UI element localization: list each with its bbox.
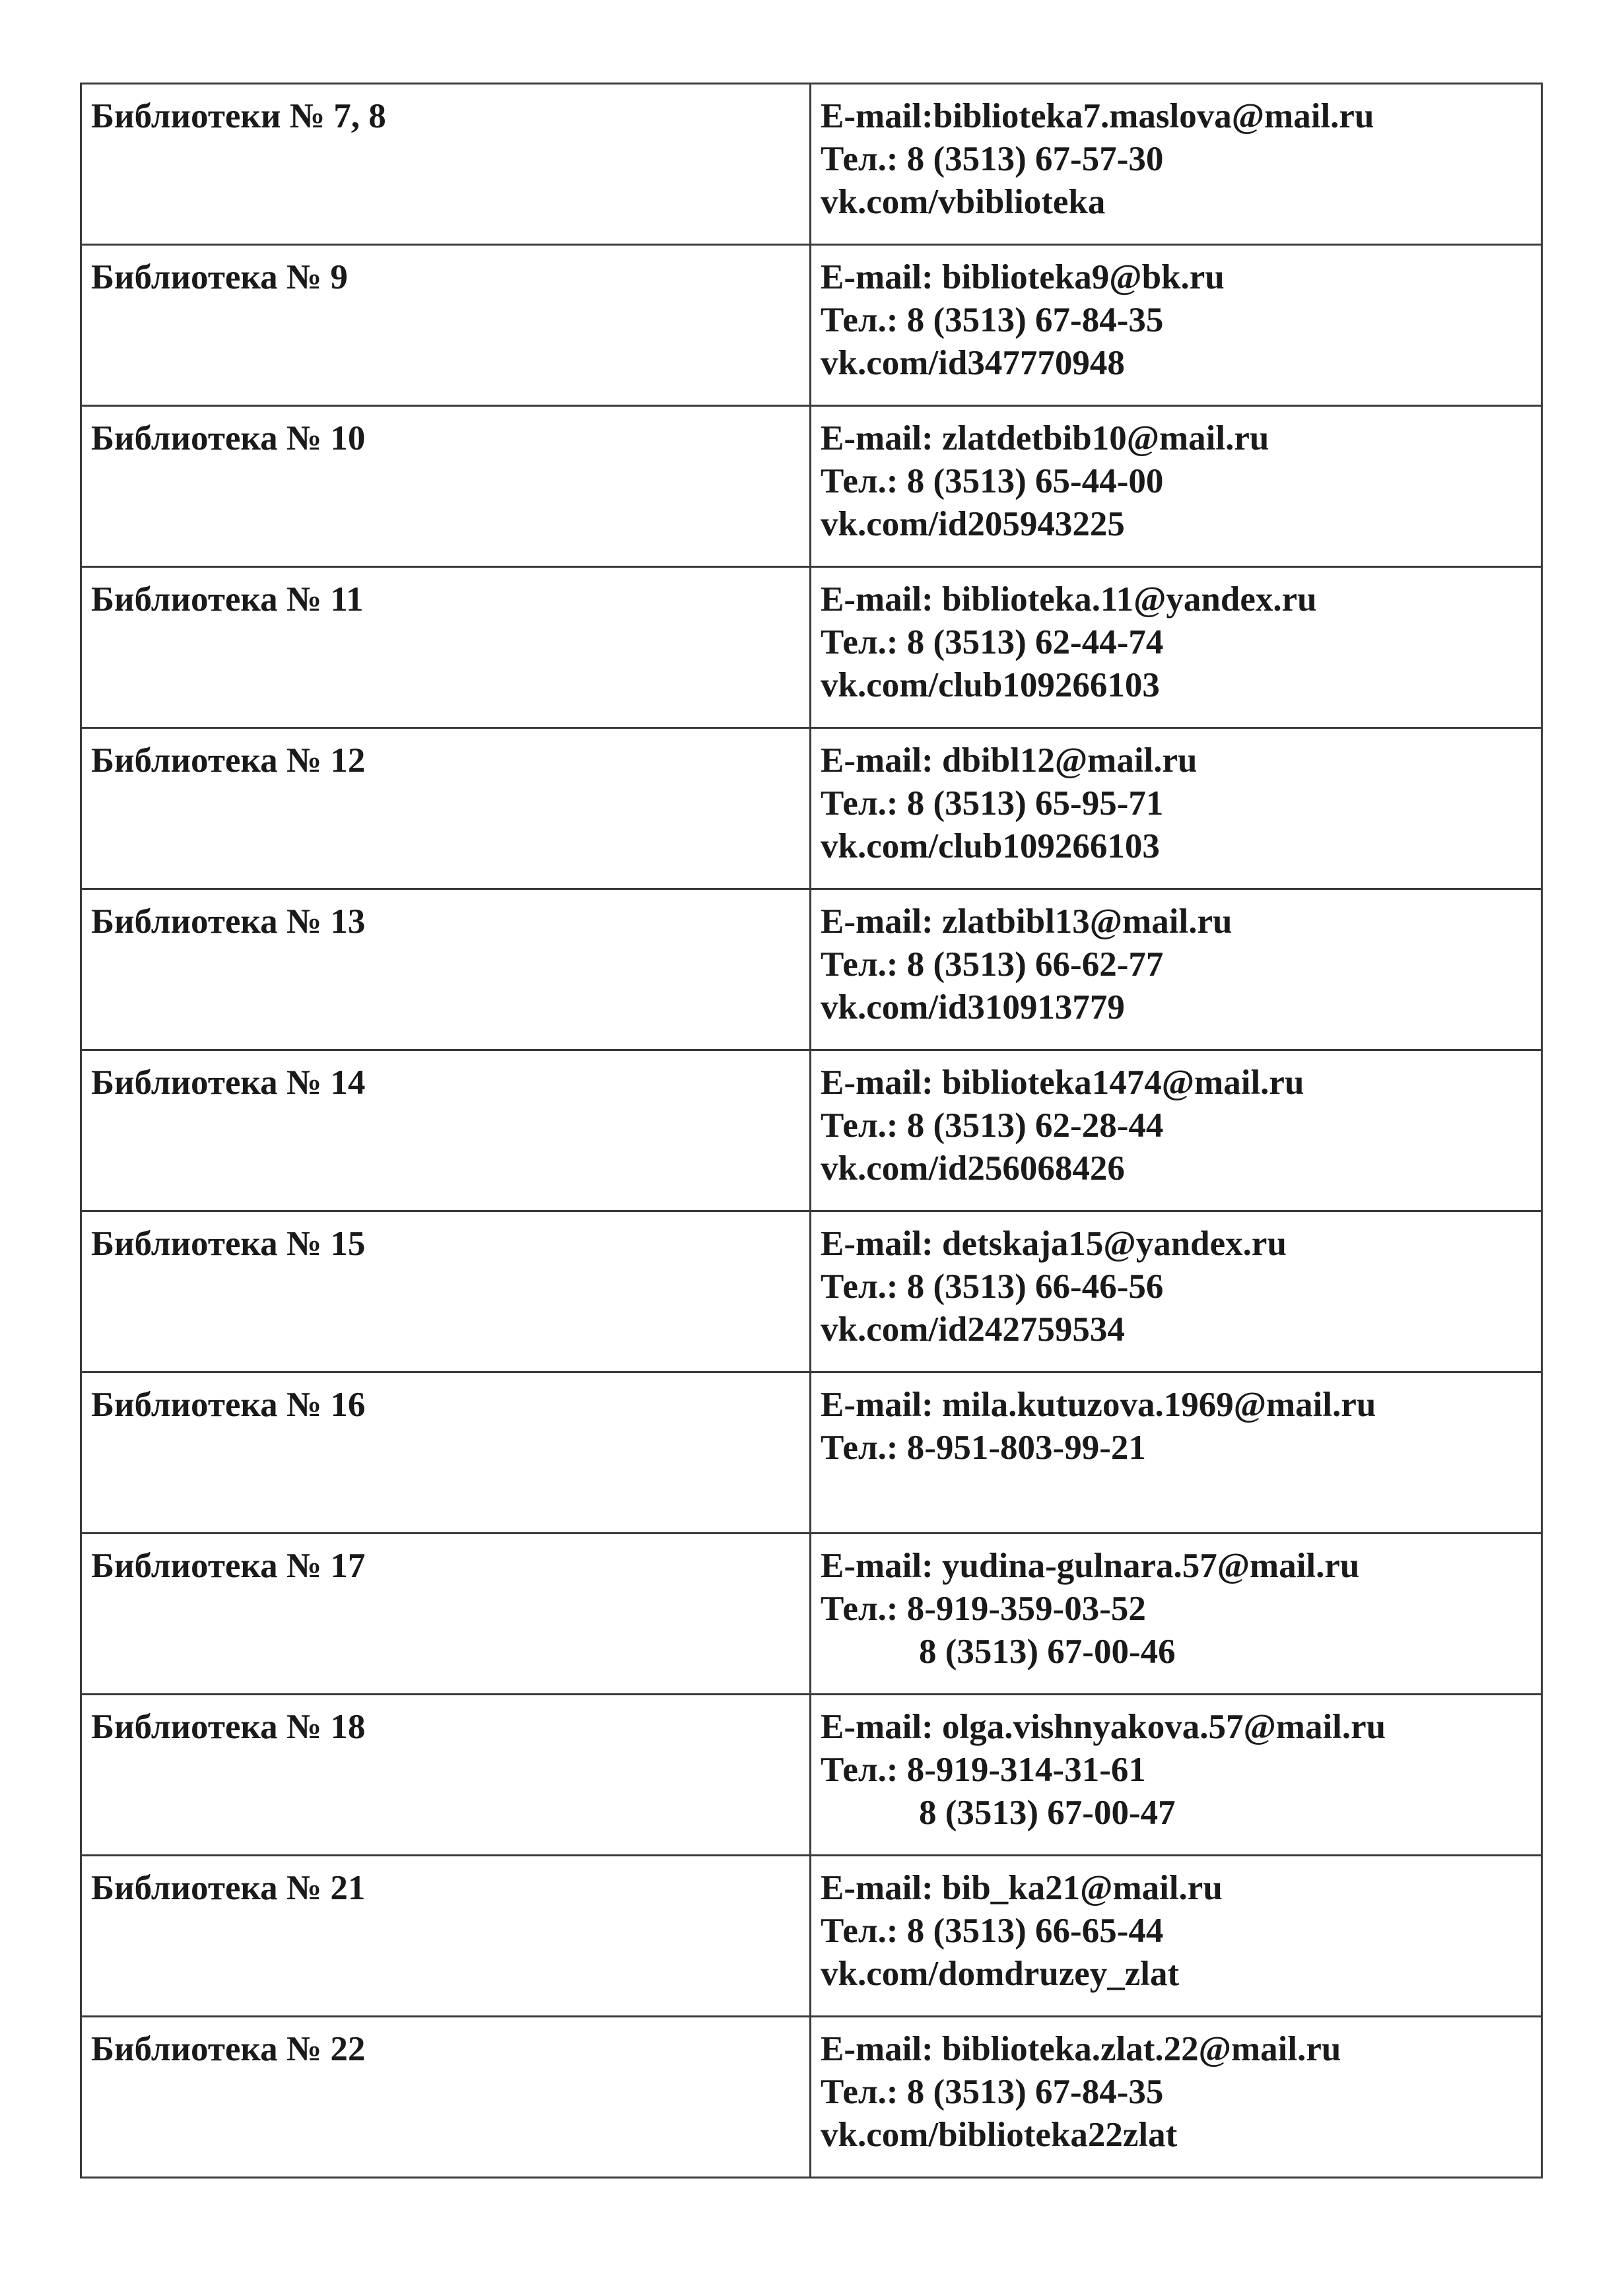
email-text: E-mail: detskaja15@yandex.ru bbox=[821, 1225, 1287, 1263]
library-name-cell bbox=[81, 567, 811, 728]
library-contact-cell bbox=[811, 406, 1542, 567]
phone-text-secondary: 8 (3513) 67-00-47 bbox=[919, 1794, 1176, 1832]
library-name-cell bbox=[81, 1050, 811, 1211]
vk-link-text: vk.com/club109266103 bbox=[821, 666, 1160, 704]
email-text: E-mail: olga.vishnyakova.57@mail.ru bbox=[821, 1708, 1386, 1746]
library-name-cell bbox=[81, 84, 811, 245]
library-name: Библиотека № 17 bbox=[91, 1547, 366, 1585]
library-contact-cell bbox=[811, 889, 1542, 1050]
email-text: E-mail: zlatbibl13@mail.ru bbox=[821, 902, 1232, 941]
library-contact-cell bbox=[811, 1534, 1542, 1695]
library-contact-cell bbox=[811, 245, 1542, 406]
table-row bbox=[81, 1372, 1542, 1534]
phone-text: Тел.: 8 (3513) 66-46-56 bbox=[821, 1267, 1164, 1306]
email-text: E-mail: biblioteka.11@yandex.ru bbox=[821, 580, 1317, 619]
table-row bbox=[81, 406, 1542, 567]
email-text: E-mail:biblioteka7.maslova@mail.ru bbox=[821, 97, 1374, 135]
vk-link-text: vk.com/domdruzey_zlat bbox=[821, 1955, 1180, 1993]
table-row bbox=[81, 1695, 1542, 1856]
email-text: E-mail: yudina-gulnara.57@mail.ru bbox=[821, 1547, 1360, 1585]
library-name: Библиотека № 10 bbox=[91, 419, 366, 457]
library-name-cell bbox=[81, 406, 811, 567]
library-name: Библиотека № 14 bbox=[91, 1064, 366, 1102]
phone-text: Тел.: 8 (3513) 66-62-77 bbox=[821, 945, 1164, 984]
phone-text: Тел.: 8 (3513) 67-57-30 bbox=[821, 140, 1164, 178]
phone-text: Тел.: 8-919-314-31-61 bbox=[821, 1751, 1146, 1789]
phone-text: Тел.: 8-951-803-99-21 bbox=[821, 1429, 1146, 1467]
phone-text: Тел.: 8 (3513) 65-44-00 bbox=[821, 462, 1164, 500]
email-text: E-mail: biblioteka.zlat.22@mail.ru bbox=[821, 2030, 1341, 2068]
library-contact-cell bbox=[811, 1856, 1542, 2017]
vk-link-text: vk.com/biblioteka22zlat bbox=[821, 2116, 1178, 2154]
vk-link-text: vk.com/id242759534 bbox=[821, 1310, 1125, 1349]
table-row bbox=[81, 2017, 1542, 2178]
library-name-cell bbox=[81, 728, 811, 889]
table-row bbox=[81, 567, 1542, 728]
table-row bbox=[81, 1050, 1542, 1211]
phone-text: Тел.: 8 (3513) 67-84-35 bbox=[821, 301, 1164, 339]
library-name: Библиотека № 15 bbox=[91, 1225, 366, 1263]
library-contact-cell bbox=[811, 2017, 1542, 2178]
library-name-cell bbox=[81, 1856, 811, 2017]
table-row bbox=[81, 84, 1542, 245]
table-row bbox=[81, 728, 1542, 889]
vk-link-text: vk.com/id310913779 bbox=[821, 988, 1125, 1027]
vk-link-text: vk.com/id347770948 bbox=[821, 344, 1125, 382]
library-name: Библиотека № 9 bbox=[91, 258, 348, 296]
email-text: E-mail: biblioteka9@bk.ru bbox=[821, 258, 1225, 296]
table-row bbox=[81, 1534, 1542, 1695]
vk-link-text: vk.com/id205943225 bbox=[821, 505, 1125, 543]
phone-text: Тел.: 8 (3513) 66-65-44 bbox=[821, 1912, 1164, 1950]
email-text: E-mail: mila.kutuzova.1969@mail.ru bbox=[821, 1386, 1376, 1424]
library-contact-cell bbox=[811, 1050, 1542, 1211]
library-name: Библиотека № 13 bbox=[91, 902, 366, 941]
library-contact-cell bbox=[811, 567, 1542, 728]
phone-text: Тел.: 8 (3513) 62-44-74 bbox=[821, 623, 1164, 661]
library-name: Библиотека № 22 bbox=[91, 2030, 366, 2068]
library-name: Библиотека № 12 bbox=[91, 741, 366, 780]
library-name-cell bbox=[81, 889, 811, 1050]
table-row bbox=[81, 1211, 1542, 1372]
library-contact-cell bbox=[811, 1372, 1542, 1534]
email-text: E-mail: dbibl12@mail.ru bbox=[821, 741, 1198, 780]
email-text: E-mail: zlatdetbib10@mail.ru bbox=[821, 419, 1269, 457]
phone-text: Тел.: 8 (3513) 65-95-71 bbox=[821, 784, 1164, 823]
table-row bbox=[81, 1856, 1542, 2017]
library-name-cell bbox=[81, 1534, 811, 1695]
vk-link-text: vk.com/vbiblioteka bbox=[821, 183, 1106, 221]
library-contact-cell bbox=[811, 728, 1542, 889]
table-row bbox=[81, 245, 1542, 406]
phone-text: Тел.: 8 (3513) 62-28-44 bbox=[821, 1106, 1164, 1145]
library-name: Библиотеки № 7, 8 bbox=[91, 97, 386, 135]
table-row bbox=[81, 889, 1542, 1050]
email-text: E-mail: bib_ka21@mail.ru bbox=[821, 1869, 1223, 1907]
library-name: Библиотека № 16 bbox=[91, 1386, 366, 1424]
library-name: Библиотека № 18 bbox=[91, 1708, 366, 1746]
vk-link-text: vk.com/club109266103 bbox=[821, 827, 1160, 865]
library-name-cell bbox=[81, 245, 811, 406]
phone-text: Тел.: 8-919-359-03-52 bbox=[821, 1590, 1146, 1628]
vk-link-text: vk.com/id256068426 bbox=[821, 1149, 1125, 1188]
library-contacts-table bbox=[80, 83, 1543, 2178]
library-name: Библиотека № 11 bbox=[91, 580, 364, 619]
library-name-cell bbox=[81, 1695, 811, 1856]
email-text: E-mail: biblioteka1474@mail.ru bbox=[821, 1064, 1304, 1102]
library-contact-cell bbox=[811, 1211, 1542, 1372]
library-contact-cell bbox=[811, 84, 1542, 245]
phone-text-secondary: 8 (3513) 67-00-46 bbox=[919, 1633, 1176, 1671]
library-name-cell bbox=[81, 2017, 811, 2178]
library-name-cell bbox=[81, 1211, 811, 1372]
phone-text: Тел.: 8 (3513) 67-84-35 bbox=[821, 2073, 1164, 2111]
library-name: Библиотека № 21 bbox=[91, 1869, 366, 1907]
library-contact-cell bbox=[811, 1695, 1542, 1856]
library-name-cell bbox=[81, 1372, 811, 1534]
